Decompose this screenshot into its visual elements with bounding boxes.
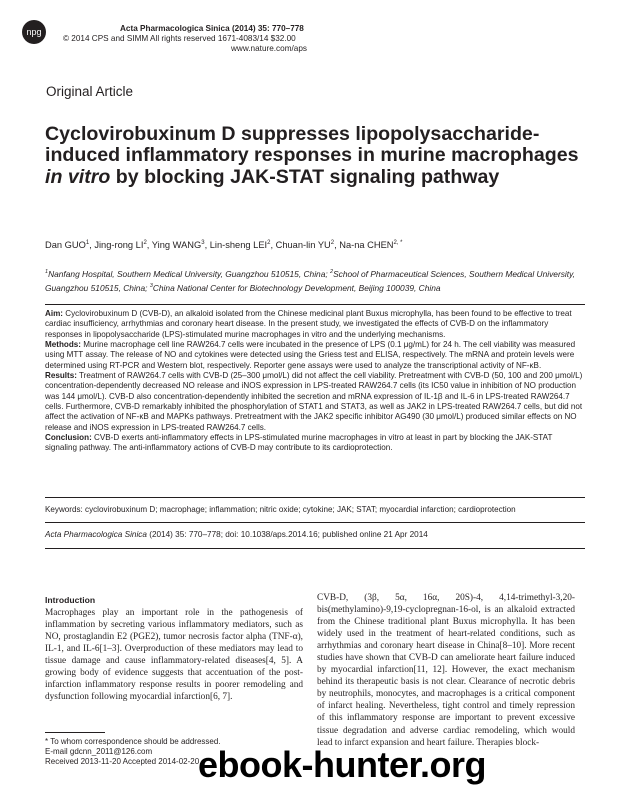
citation: Acta Pharmacologica Sinica (2014) 35: 770–778; doi: 10.1038/aps.2014.16; published online 21 Apr 2014	[45, 530, 428, 539]
received-accepted: Received 2013-11-20 Accepted 2014-02-20	[45, 757, 200, 767]
intro-left-column: Macrophages play an important role in the pathogenesis of inflammation by secreting various inflammatory mediators, such as NO, prostaglandin E2 (PGE2), tumor necrosis factor alpha (TNF-α), IL-1, and IL-6[1–3]. Overproduction of these mediators may lead to tissue damage and cause inflammatory-related diseases[4, 5]. A growing body of evidence suggests that accentuation of the post-infarction inflammatory response results in poorer remodeling and dysfunction following myocardial infarction[6, 7].	[45, 608, 303, 703]
intro-heading: Introduction	[45, 595, 96, 605]
abstract	[45, 309, 585, 454]
abstract-top-rule	[45, 304, 585, 305]
author: Chuan-lin YU	[275, 240, 331, 251]
author: Jing-rong LI	[94, 240, 144, 251]
abstract-aim: Aim: Cyclovirobuxinum D (CVB-D), an alkaloid isolated from the Chinese medicinal plant Buxus microphylla, has been found to be effective to treat cardiac insufficiency, arrhythmias and coronary heart disease. In the present study, we investigated the effects of CVB-D on the inflammatory responses in lipopolysaccharide (LPS)-stimulated murine macrophages in vitro and the underlying mechanisms.	[45, 309, 572, 339]
watermark: ebook-hunter.org	[198, 744, 486, 785]
rights-line: © 2014 CPS and SIMM All rights reserved 1671-4083/14 $32.00	[63, 34, 296, 43]
abstract-bottom-rule	[45, 497, 585, 498]
keywords: Keywords: cyclovirobuxinum D; macrophage; inflammation; nitric oxide; cytokine; JAK; STAT; myocardial infarction; cardioprotection	[45, 505, 516, 514]
footnote	[45, 737, 221, 768]
citation-rule	[45, 548, 585, 549]
author-list: Dan GUO$^1$, Jing-rong $LI^2$, Ying WANG$^3$, Lin-sheng LEI$^2$, Chuan-lin $YU^2$, Na-na $CHEN^{2, *}$	[45, 240, 403, 251]
author: Na-na CHEN	[339, 240, 394, 251]
author: Dan GUO	[45, 240, 86, 251]
affiliations: $^1$Nanfang Hospital, Southern Medical University, Guangzhou 510515, China; $^2$School of Pharmaceutical Sciences, Southern Medical University, Guangzhou 510515, China; $^3$China National Center for Biotechnology Development, Beijing 100039, China	[45, 268, 575, 294]
correspondence-note: * To whom correspondence should be addressed.	[45, 737, 221, 746]
intro-right-column: CVB-D, (3β, 5α, 16α, 20S)-4, 4,14-trimethyl-3,20-bis(methylamino)-9,19-cyclopregnan-16-ol, is an alkaloid extracted from the Chinese traditional plant Buxus microphylla. It has been widely used in the treatment of heart-related conditions, such as arrhythmias and coronary heart disease in China[8–10]. More recent studies have shown that CVB-D can ameliorate heart failure induced by myocardial infarction[11, 12]. However, the exact mechanism behind its therapeutic basis is not clear. Clearance of necrotic debris by neutrophils, monocytes, and macrophages is a critical component of infarct healing. Nevertheless, tight control and timely repression of this inflammatory response are important to prevent excessive tissue degradation and adverse cardiac remodeling, which would lead to infarct expansion and heart failure. Therapies block-	[317, 593, 575, 748]
author: Ying WANG	[151, 240, 202, 251]
abstract-conclusion: Conclusion: CVB-D exerts anti-inflammatory effects in LPS-stimulated murine macrophages in vitro at least in part by blocking the JAK-STAT signaling pathway. The anti-inflammatory actions of CVB-D may contribute to its cardioprotection.	[45, 433, 553, 453]
abstract-results: Results: Treatment of RAW264.7 cells with CVB-D (25–300 μmol/L) did not affect the cell viability. Pretreatment with CVB-D (50, 100 and 200 μmol/L) concentration-dependently decreased NO release and iNOS expression in LPS-treated RAW264.7 cells (its IC50 value in inhibition of NO production was 144 μmol/L). CVB-D also concentration-dependently inhibited the secretion and mRNA expression of IL-1β and IL-6 in LPS-treated RAW264.7 cells. Furthermore, CVB-D remarkably inhibited the phosphorylation of STAT1 and STAT3, as well as JAK2 in LPS-treated RAW264.7 cells, but did not affect the activation of NF-κB and MAPKs pathways. Pretreatment with the JAK2 specific inhibitor AG490 (30 μmol/L) produced similar effects on NO release and iNOS expression in LPS-treated RAW264.7 cells.	[45, 371, 583, 432]
keywords-rule	[45, 522, 585, 523]
footnote-rule	[45, 732, 105, 733]
npg-logo: npg	[22, 20, 46, 44]
article-title: Cyclovirobuxinum D suppresses lipopolysaccharide-induced inflammatory responses in murine macrophages in vitro by blocking JAK-STAT signaling pathway	[45, 123, 579, 188]
email: E-mail gdcnn_2011@126.com	[45, 747, 153, 757]
abstract-methods: Methods: Murine macrophage cell line RAW264.7 cells were incubated in the presence of LPS (0.1 μg/mL) for 24 h. The cell viability was measured using MTT assay. The release of NO and cytokines were detected using the Griess test and ELISA, respectively. The mRNA and protein levels were determined using RT-PCR and Western blot, respectively. Reporter gene assays were used to analyze the transcriptional activity of NF-κB.	[45, 340, 576, 370]
article-type: Original Article	[46, 84, 134, 99]
journal-line: Acta Pharmacologica Sinica (2014) 35: 770–778	[120, 24, 304, 33]
journal-url[interactable]: www.nature.com/aps	[231, 44, 307, 53]
author: Lin-sheng LEI	[209, 240, 268, 251]
